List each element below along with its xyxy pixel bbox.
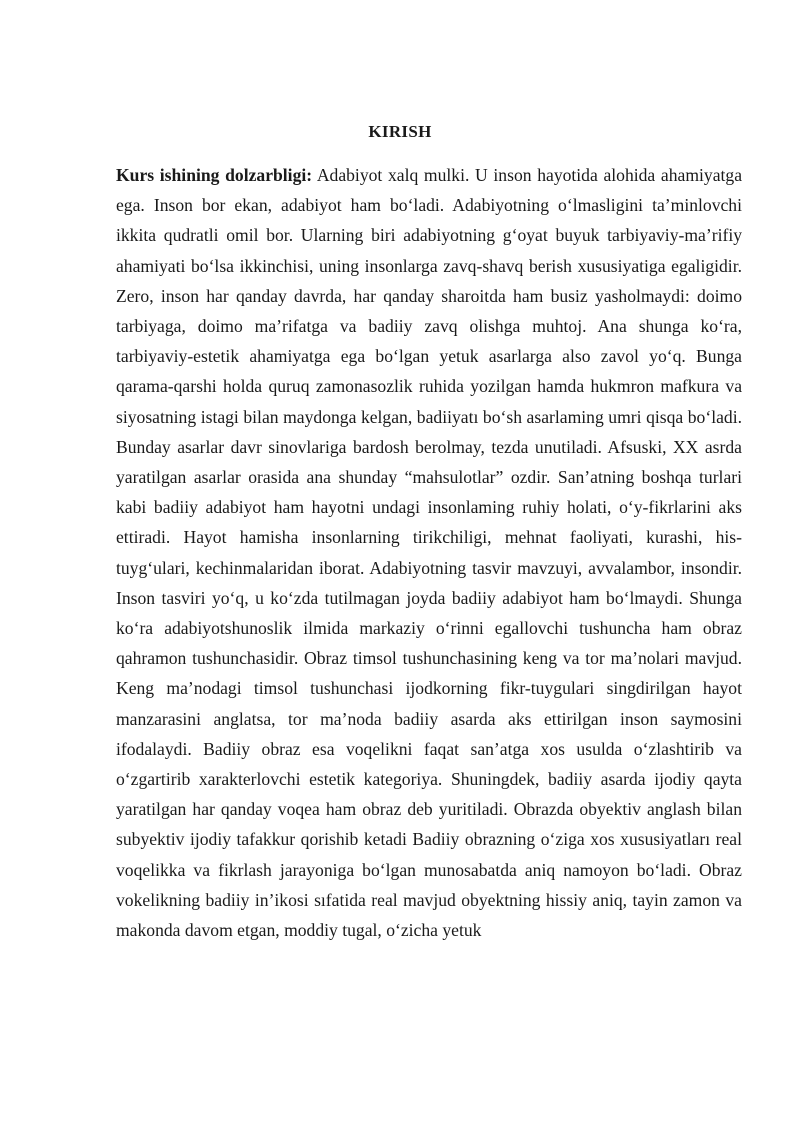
section-heading: KIRISH	[368, 122, 432, 141]
paragraph-lead: Kurs ishining dolzarbligi:	[116, 165, 313, 185]
body-paragraph	[116, 160, 742, 945]
paragraph-text: Adabiyot xalq mulki. U inson hayotida alohida ahamiyatga ega. Inson bor ekan, adabiyot ham bo‘ladi. Adabiyotning o‘lmasligini ta’minlovchi ikkita qudratli omil bor. Ularning biri adabiyotning g‘oyat buyuk tarbiyaviy-ma’rifiy ahamiyati bo‘lsa ikkinchisi, uning insonlarga zavq-shavq berish xususiyatiga egaligidir. Zero, inson har qanday davrda, har qanday sharoitda ham busiz yasholmaydi: doimo tarbiyaga, doimo ma’rifatga va badiiy zavq olishga muhtoj. Ana shunga ko‘ra, tarbiyaviy-estetik ahamiyatga ega bo‘lgan yetuk asarlarga also zavol yo‘q. Bunga qarama-qarshi holda quruq zamonasozlik ruhida yozilgan hamda hukmron mafkura va siyosatning istagi bilan maydonga kelgan, badiiyatı bo‘sh asarlaming umri qisqa bo‘ladi. Bunday asarlar davr sinovlariga bardosh berolmay, tezda unutiladi. Afsuski, XX asrda yaratilgan asarlar orasida ana shunday “mahsulotlar” ozdir. San’atning boshqa turlari kabi badiiy adabiyot ham hayotni undagi insonlaming ruhiy holati, o‘y-fikrlarini aks ettiradi. Hayot hamisha insonlarning tirikchiligi, mehnat faoliyati, kurashi, his-tuyg‘ulari, kechinmalaridan iborat. Adabiyotning tasvir mavzuyi, avvalambor, insondir. Inson tasviri yo‘q, u ko‘zda tutilmagan joyda badiiy adabiyot ham bo‘lmaydi. Shunga ko‘ra adabiyotshunoslik ilmida markaziy o‘rinni egallovchi tushuncha ham obraz qahramon tushunchasidir. Obraz timsol tushunchasining keng va tor ma’nolari mavjud. Keng ma’nodagi timsol tushunchasi ijodkorning fikr-tuygulari singdirilgan hayot manzarasini anglatsa, tor ma’noda badiiy asarda aks ettirilgan inson saymosini ifodalaydi. Badiiy obraz esa voqelikni faqat san’atga xos usulda o‘zlashtirib va o‘zgartirib xarakterlovchi estetik kategoriya. Shuningdek, badiiy asarda ijodiy qayta yaratilgan har qanday voqea ham obraz deb yuritiladi. Obrazda obyektiv anglash bilan subyektiv ijodiy tafakkur qorishib ketadi Badiiy obrazning o‘ziga xos xususiyatları real voqelikka va fikrlash jarayoniga bo‘lgan munosabatda aniq namoyon bo‘ladi. Obraz vokelikning badiiy in’ikosi sıfatida real mavjud obyektning hissiy aniq, tayin zamon va makonda davom etgan, moddiy tugal, o‘zicha yetuk	[116, 165, 742, 941]
